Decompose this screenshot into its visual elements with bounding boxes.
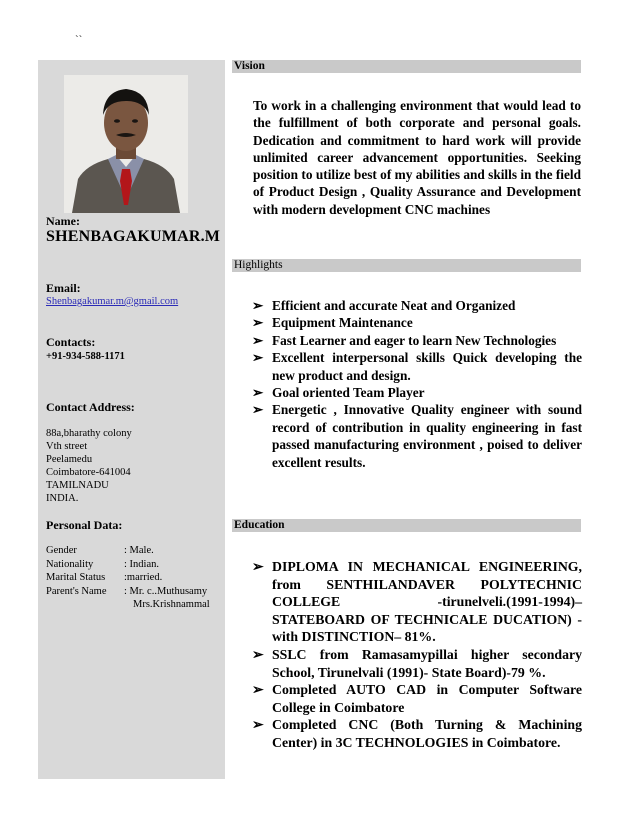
email-label: Email: [46, 281, 81, 295]
personal-value: : Indian. [124, 559, 159, 570]
address-line: INDIA. [46, 493, 79, 504]
arrow-bullet-icon: ➢ [252, 332, 264, 348]
arrow-bullet-icon: ➢ [252, 682, 264, 698]
arrow-bullet-icon: ➢ [252, 350, 264, 366]
address-label: Contact Address: [46, 400, 135, 414]
education-item: ➢ SSLC from Ramasamypillai higher secondary School, Tirunelvali (1991)- State Board)-79 %. [252, 646, 582, 680]
name-label: Name: [46, 214, 80, 228]
phone-number: +91-934-588-1171 [46, 351, 125, 362]
personal-data-label: Personal Data: [46, 518, 123, 532]
highlights-heading: Highlights [232, 259, 581, 272]
highlight-item: ➢ Efficient and accurate Neat and Organized [252, 298, 516, 313]
arrow-bullet-icon: ➢ [252, 402, 264, 418]
address-line: Peelamedu [46, 454, 93, 465]
address-line: Coimbatore-641004 [46, 467, 131, 478]
vision-text: To work in a challenging environment that would lead to the fulfillment of both corporate and personal goals. Dedication and commitment to hard work will provide unlimited career advancement opportunities. Seeking position to utilize best of my abilities and skills in the field of Product Design , Quality Assurance and Development with modern development CNC machines [253, 98, 581, 217]
personal-row [46, 559, 159, 570]
education-item: ➢ DIPLOMA IN MECHANICAL ENGINEERING, from SENTHILANDAVER POLYTECHNIC COLLEGE -tirunelveli.(1991-1994)– STATEBOARD OF TECHNICALE DUCATION) -with DISTINCTION– 81%. [252, 559, 582, 645]
arrow-bullet-icon: ➢ [252, 298, 264, 313]
highlight-item: ➢ Goal oriented Team Player [252, 385, 425, 401]
contacts-label: Contacts: [46, 335, 96, 349]
personal-row [46, 545, 154, 556]
address-line: Vth street [46, 441, 88, 452]
education-heading: Education [232, 519, 581, 532]
personal-key: Gender [46, 545, 77, 556]
personal-row [46, 586, 207, 597]
personal-key: Nationality [46, 559, 94, 570]
education-item: ➢ Completed AUTO CAD in Computer Software College in Coimbatore [252, 682, 582, 715]
education-list [252, 558, 582, 752]
vision-heading: Vision [232, 60, 581, 73]
highlight-item: ➢ Fast Learner and eager to learn New Technologies [252, 332, 557, 348]
email-link[interactable]: Shenbagakumar.m@gmail.com [46, 296, 179, 307]
arrow-bullet-icon: ➢ [252, 385, 264, 401]
arrow-bullet-icon: ➢ [252, 559, 264, 574]
candidate-name: SHENBAGAKUMAR.M [46, 228, 221, 245]
highlight-item: ➢ Equipment Maintenance [252, 315, 413, 331]
address-line: TAMILNADU [46, 480, 109, 491]
arrow-bullet-icon: ➢ [252, 646, 264, 662]
highlights-list [252, 297, 582, 471]
personal-row [46, 572, 162, 583]
personal-key: Parent's Name [46, 586, 107, 597]
personal-value: : Mr. c..Muthusamy [124, 586, 208, 597]
profile-photo [64, 75, 188, 213]
highlight-item: ➢ Energetic , Innovative Quality engineer with sound record of contribution in quality engineering in fast passed manufacturing environment , poised to deliver excellent results. [252, 402, 582, 470]
arrow-bullet-icon: ➢ [252, 315, 264, 331]
personal-key: Marital Status [46, 572, 106, 583]
education-item: ➢ Completed CNC (Both Turning & Machining Center) in 3C TECHNOLOGIES in Coimbatore. [252, 717, 582, 750]
personal-value: :married. [124, 572, 163, 583]
highlight-item: ➢ Excellent interpersonal skills Quick developing the new product and design. [252, 350, 582, 383]
personal-value: : Male. [124, 545, 154, 556]
arrow-bullet-icon: ➢ [252, 717, 264, 733]
address-line: 88a,bharathy colony [46, 428, 132, 439]
top-mark: `` [75, 34, 83, 46]
parent-name-extra: Mrs.Krishnammal [133, 599, 210, 610]
